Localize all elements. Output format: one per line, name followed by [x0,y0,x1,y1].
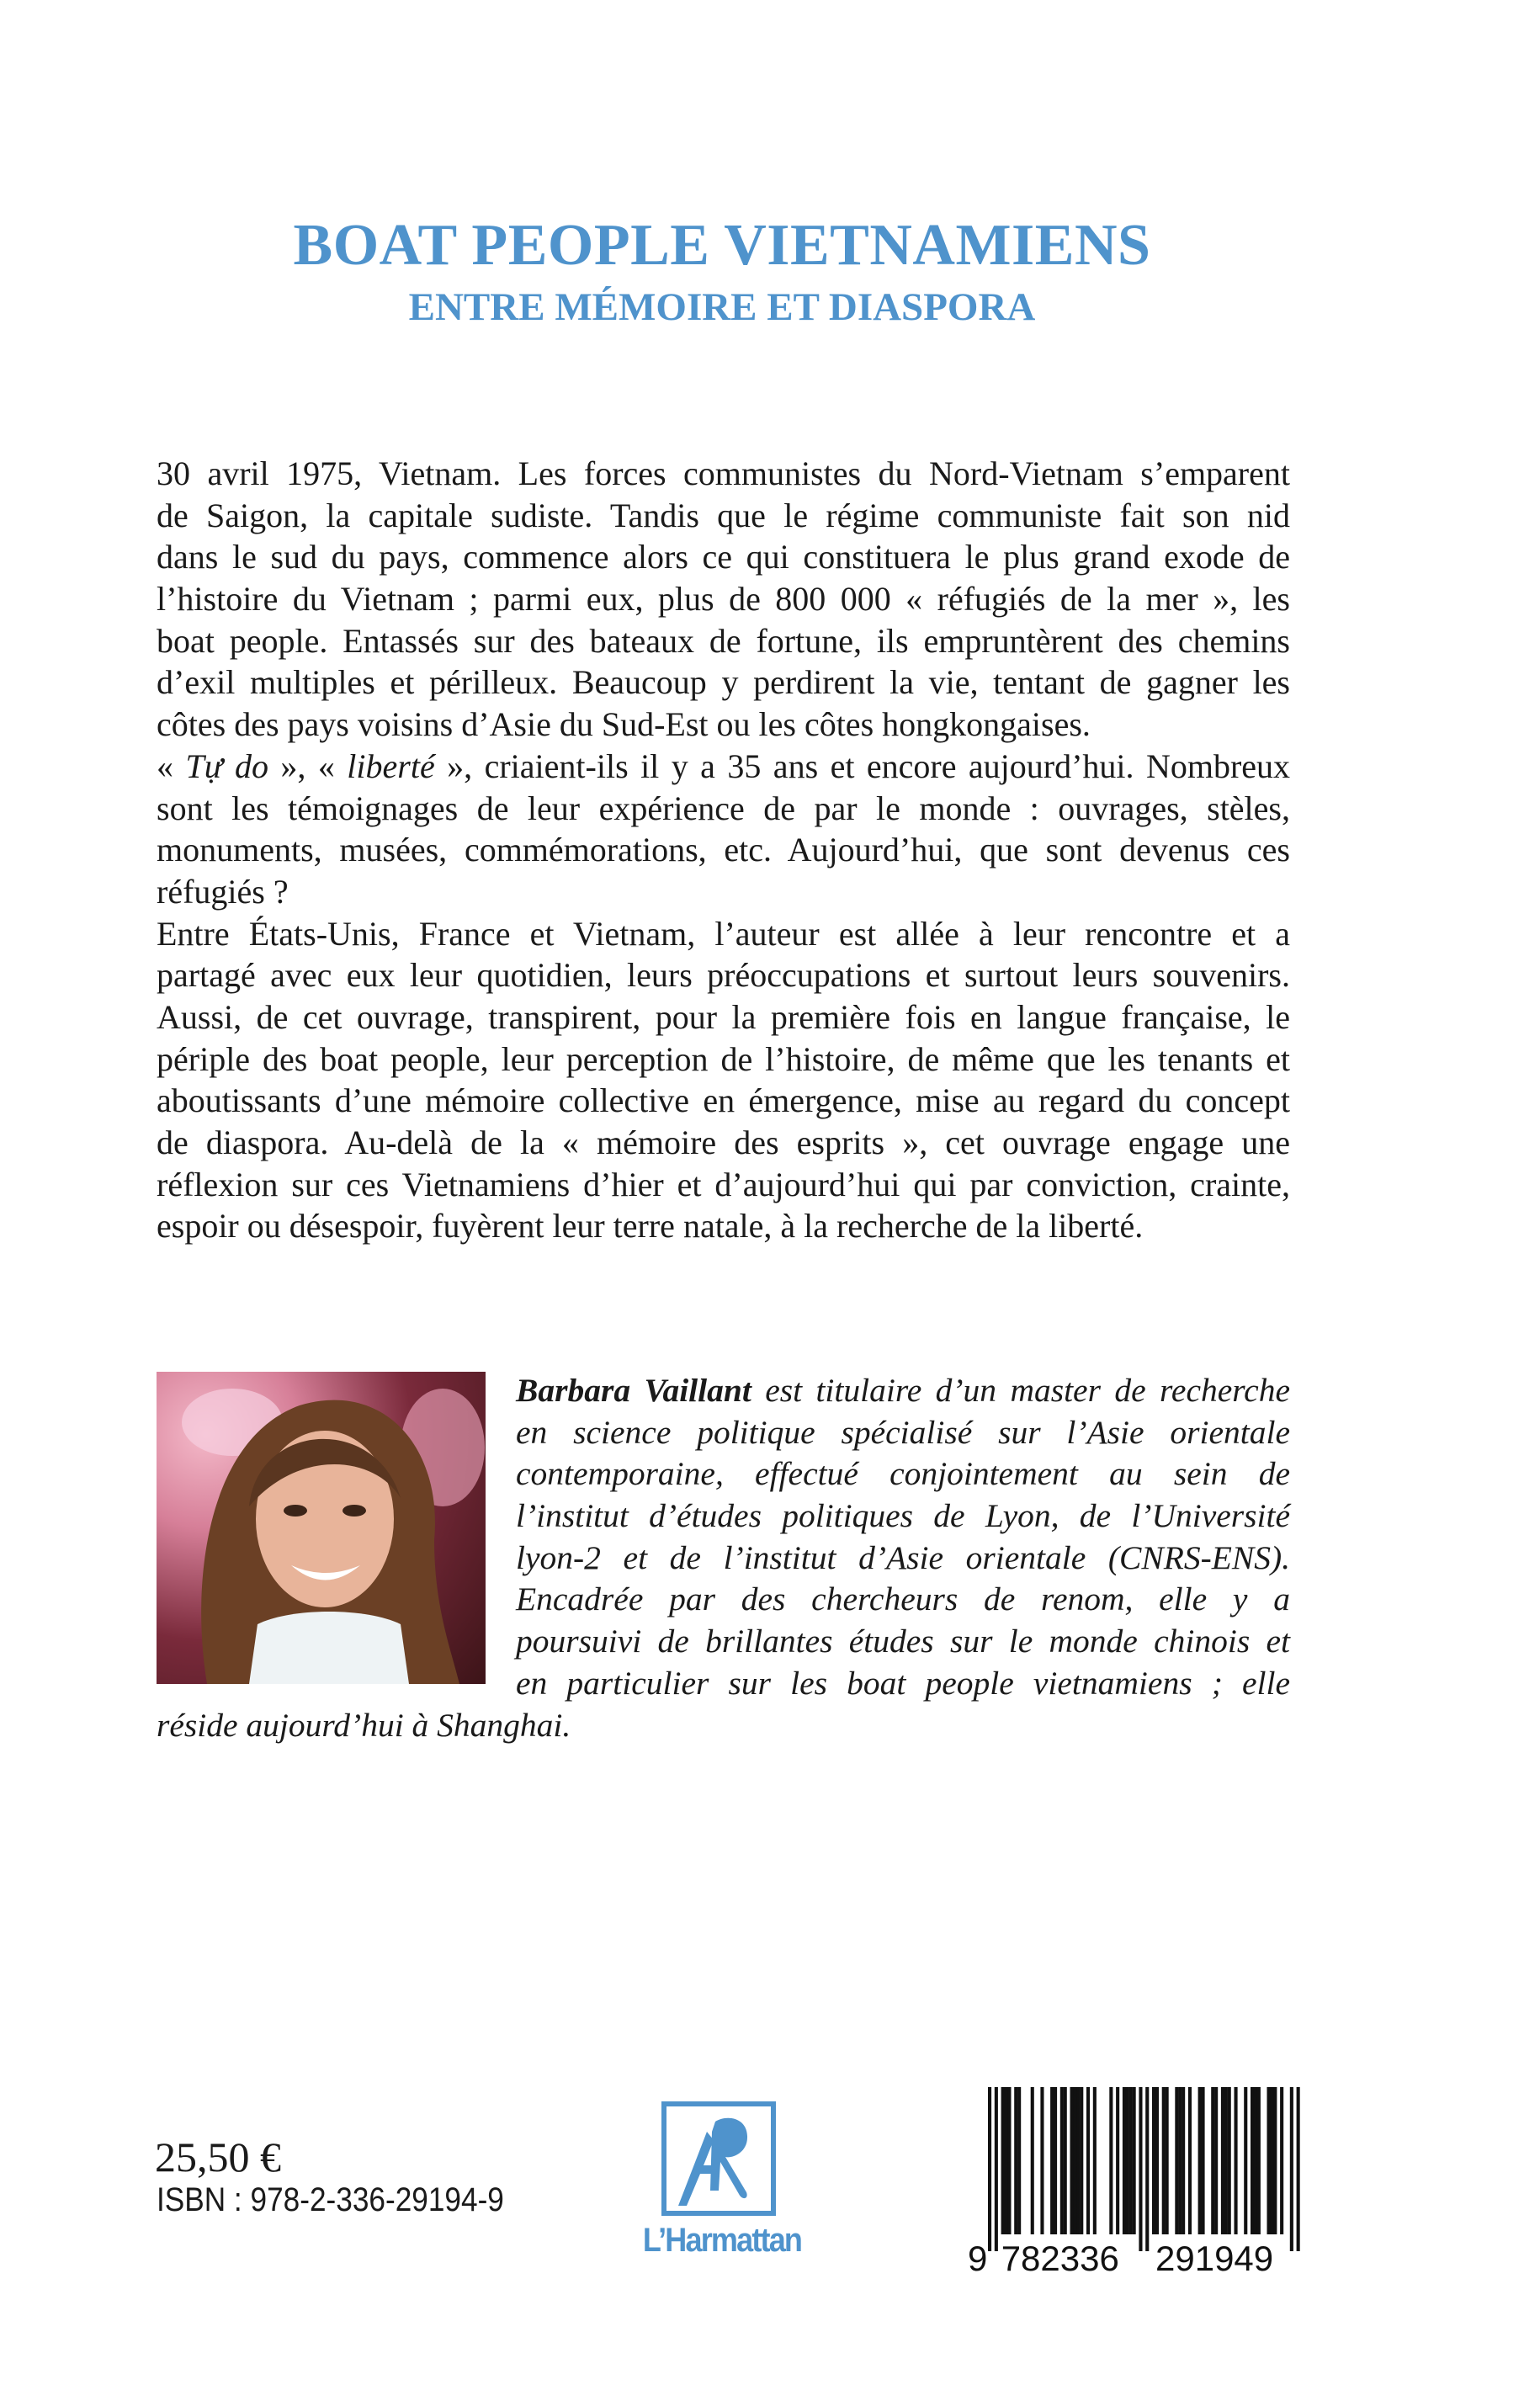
barcode-bar [1031,2087,1034,2234]
summary-line: l’histoire du Vietnam ; parmi eux, plus de 800 000 « réfugiés de la mer », les [157,580,1290,619]
barcode-bar [1235,2087,1238,2234]
publisher-logo [661,2101,776,2216]
text: « [157,746,186,785]
publisher-name: L’Harmattan [642,2222,802,2259]
summary-line: monuments, musées, commémorations, etc. Aujourd’hui, que sont devenus ces [157,831,1290,869]
barcode-bar [1129,2087,1133,2234]
barcode-bar [1086,2087,1090,2234]
italic-text: liberté [347,746,435,785]
summary-line: d’exil multiples et périlleux. Beaucoup y perdirent la vie, tentant de gagner les [157,663,1290,702]
summary-line: côtes des pays voisins d’Asie du Sud-Est ou les côtes hongkongaises. [157,705,1091,744]
barcode-bar [1198,2087,1202,2234]
text: », criaient-ils il y a 35 ans et encore aujourd’hui. Nombreux [434,746,1291,785]
barcode-bar [1093,2087,1097,2234]
summary-line: espoir ou désespoir, fuyèrent leur terre natale, à la recherche de la liberté. [157,1207,1144,1246]
summary-line: 30 avril 1975, Vietnam. Les forces communistes du Nord-Vietnam s’emparent [157,454,1290,492]
summary-line: aboutissants d’une mémoire collective en émergence, mise au regard du concept [157,1081,1290,1120]
text: est titulaire d’un master de recherche [751,1372,1290,1409]
barcode-bar [1280,2087,1283,2234]
barcode-bar [1273,2087,1277,2234]
barcode-bar [1251,2087,1254,2234]
barcode-bar [1254,2087,1257,2234]
barcode-bar [1040,2087,1043,2234]
barcode-bar [1014,2087,1017,2234]
bio-line: réside aujourd’hui à Shanghai. [157,1706,571,1744]
barcode-bar [1162,2087,1166,2234]
barcode-bar [1116,2087,1119,2234]
barcode-digits: 291949 [1155,2239,1274,2278]
barcode-bar [1123,2087,1126,2234]
isbn-barcode [968,2087,1304,2281]
barcode-bar [1133,2087,1136,2234]
summary-line [157,746,1290,788]
bio-line [516,1370,1290,1412]
barcode-bar [1050,2087,1054,2234]
barcode-bar [1224,2087,1228,2234]
summary-line: Entre États-Unis, France et Vietnam, l’auteur est allée à leur rencontre et a [157,914,1290,953]
summary-line: réfugiés ? [157,872,289,911]
bio-line: Encadrée par des chercheurs de renom, elle y a [516,1580,1290,1618]
barcode-bar [1267,2087,1271,2234]
barcode-digits: 782336 [1001,2239,1119,2278]
summary-line: de diaspora. Au-delà de la « mémoire des esprits », cet ouvrage engage une [157,1123,1290,1161]
barcode-bar [1017,2087,1021,2234]
book-title: BOAT PEOPLE VIETNAMIENS [293,213,1151,278]
barcode-bar [1188,2087,1192,2234]
bio-line: contemporaine, effectué conjointement au sein de [516,1455,1290,1493]
barcode-bar [1073,2087,1076,2234]
barcode-bar [1152,2087,1155,2234]
barcode-bar [1175,2087,1178,2234]
barcode-bar [988,2087,991,2251]
barcode-bar [1139,2087,1142,2251]
summary-paragraph-1 [157,453,1290,746]
barcode-bar [1297,2087,1300,2251]
barcode-bar [1228,2087,1231,2234]
barcode-bar [1155,2087,1159,2234]
barcode-bar [1221,2087,1224,2234]
barcode-bar [1080,2087,1083,2234]
author-photo [157,1372,486,1684]
summary-line: boat people. Entassés sur des bateaux de fortune, ils empruntèrent des chemins [157,621,1290,660]
bio-line: lyon-2 et de l’institut d’Asie orientale (CNRS-ENS). [516,1538,1290,1576]
text: », « [268,746,348,785]
barcode-bar [1064,2087,1067,2234]
barcode-bar [1166,2087,1169,2234]
barcode-bar [1211,2087,1214,2234]
summary-paragraph-3 [157,913,1290,1248]
barcode-bar [1244,2087,1247,2234]
barcode-bar [1126,2087,1129,2234]
summary-line: dans le sud du pays, commence alors ce qui constituera le plus grand exode de [157,538,1290,576]
isbn: ISBN : 978-2-336-29194-9 [157,2181,504,2218]
barcode-bar [1109,2087,1113,2234]
bio-line: en science politique spécialisé sur l’Asie orientale [516,1413,1290,1451]
summary-line: de Saigon, la capitale sudiste. Tandis que le régime communiste fait son nid [157,496,1290,534]
summary-paragraph-2 [157,746,1290,913]
summary [157,453,1290,1247]
bio-line: l’institut d’études politiques de Lyon, de l’Université [516,1497,1290,1535]
summary-line: réflexion sur ces Vietnamiens d’hier et d’aujourd’hui qui par conviction, crainte, [157,1165,1290,1203]
barcode-bar [1257,2087,1261,2234]
summary-line: partagé avec eux leur quotidien, leurs préoccupations et surtout leurs souvenirs. [157,956,1290,995]
barcode-bar [1214,2087,1218,2234]
barcode-bar [1005,2087,1008,2234]
barcode-bar [1270,2087,1273,2234]
barcode-bar [1145,2087,1149,2251]
author-bio [157,1370,1290,1746]
summary-line: sont les témoignages de leur expérience de par le monde : ouvrages, stèles, [157,789,1290,827]
barcode-bar [1290,2087,1293,2251]
summary-line: Aussi, de cet ouvrage, transpirent, pour la première fois en langue française, le [157,997,1290,1036]
italic-text: Tự do [185,746,268,785]
barcode-digits: 9 [968,2239,988,2278]
bio-line: en particulier sur les boat people vietnamiens ; elle [516,1664,1290,1702]
book-subtitle: ENTRE MÉMOIRE ET DIASPORA [408,285,1036,329]
barcode-bar [1054,2087,1057,2234]
barcode-bar [1076,2087,1080,2234]
barcode-bar [1178,2087,1182,2234]
barcode-bar [1060,2087,1064,2234]
publisher-logo-icon [666,2106,771,2211]
author-name: Barbara Vaillant [516,1372,751,1409]
barcode-bar [1007,2087,1011,2234]
barcode-bar [995,2087,998,2251]
price: 25,50 € [155,2133,281,2180]
barcode-bar [1202,2087,1205,2234]
barcode-bar [1001,2087,1005,2234]
summary-line: périple des boat people, leur perception de l’histoire, de même que les tenants et [157,1039,1290,1078]
bio-line: poursuivi de brillantes études sur le monde chinois et [516,1623,1290,1660]
barcode-bar [1070,2087,1074,2234]
barcode-bar [1182,2087,1185,2234]
